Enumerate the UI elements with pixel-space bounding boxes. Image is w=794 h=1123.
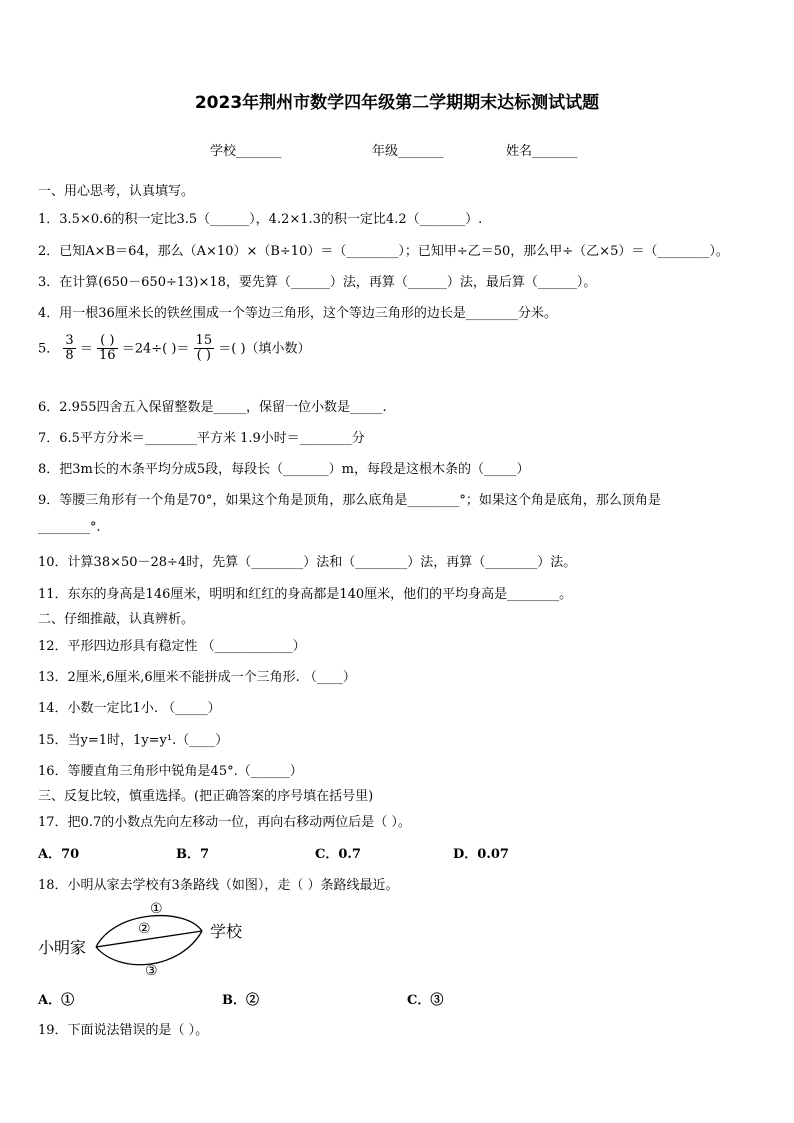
question-4: 4．用一根36厘米长的铁丝围成一个等边三角形，这个等边三角形的边长是________分米。 <box>38 306 557 321</box>
question-2: 2．已知A×B＝64，那么（A×10）×（B÷10）＝（________）；已知甲÷乙＝50，那么甲÷（乙×5）＝（________）。 <box>38 244 729 259</box>
q18-option-b[interactable]: B．② <box>222 993 259 1008</box>
question-6: 6．2.955四舍五入保留整数是_____，保留一位小数是_____. <box>38 400 387 415</box>
question-18: 18．小明从家去学校有3条路线（如图），走（ ）条路线最近。 <box>38 878 399 893</box>
fraction-2 <box>97 334 118 364</box>
grade-field[interactable]: 年级_______ <box>372 144 444 159</box>
q5-end: ＝( )（填小数） <box>218 341 311 357</box>
fraction-3-numerator: 15 <box>195 333 213 348</box>
q17-option-a[interactable]: A．70 <box>38 847 80 862</box>
school-field[interactable]: 学校_______ <box>210 144 282 159</box>
fraction-1-numerator: 3 <box>65 333 74 348</box>
q17-option-d[interactable]: D．0.07 <box>453 847 509 862</box>
route-figure <box>30 895 270 985</box>
q17-option-b[interactable]: B．7 <box>176 847 210 862</box>
question-7: 7．6.5平方分米＝________平方米 1.9小时＝________分 <box>38 431 365 446</box>
question-19: 19．下面说法错误的是（ ）。 <box>38 1023 209 1038</box>
route-3-label: ③ <box>145 963 158 979</box>
q18-option-c[interactable]: C．③ <box>407 993 444 1008</box>
question-15: 15．当y=1时，1y=y¹.（____） <box>38 733 229 748</box>
fraction-2-numerator: ( ) <box>97 334 118 349</box>
question-8: 8．把3m长的木条平均分成5段，每段长（_______）m，每段是这根木条的（_____） <box>38 462 530 477</box>
route-1-label: ① <box>150 901 163 917</box>
question-9: 9．等腰三角形有一个角是70°，如果这个角是顶角，那么底角是________°；如果这个角是底角，那么顶角是 <box>38 493 661 508</box>
q5-number: 5． <box>38 341 60 357</box>
question-5 <box>38 334 311 364</box>
question-10: 10．计算38×50－28÷4时，先算（________）法和（________）法，再算（________）法。 <box>38 555 577 570</box>
section-2-heading: 二、仔细推敲，认真辨析。 <box>38 612 195 627</box>
q18-option-a[interactable]: A．① <box>38 993 75 1008</box>
route-2-label: ② <box>138 921 151 937</box>
q17-option-c[interactable]: C．0.7 <box>315 847 361 862</box>
school-label: 学校 <box>210 922 243 941</box>
page-title: 2023年荆州市数学四年级第二学期期末达标测试试题 <box>194 93 600 113</box>
question-16: 16．等腰直角三角形中锐角是45°.（______） <box>38 764 303 779</box>
q5-middle: ＝24÷( )＝ <box>121 341 190 357</box>
fraction-3-denominator: ( ) <box>196 348 211 364</box>
fraction-2-denominator: 16 <box>99 348 116 364</box>
section-3-heading: 三、反复比较，慎重选择。(把正确答案的序号填在括号里) <box>38 789 374 804</box>
question-3: 3．在计算(650－650÷13)×18，要先算（______）法，再算（______）法，最后算（______）。 <box>38 275 597 290</box>
question-9-continued: ________°. <box>38 520 101 535</box>
section-1-heading: 一、用心思考，认真填写。 <box>38 184 195 199</box>
fraction-1-denominator: 8 <box>65 348 74 364</box>
equals-sign: ＝ <box>79 341 93 357</box>
question-13: 13．2厘米,6厘米,6厘米不能拼成一个三角形. （____） <box>38 670 356 685</box>
question-14: 14．小数一定比1小. （_____） <box>38 701 221 716</box>
question-12: 12．平形四边形具有稳定性 （____________） <box>38 639 306 654</box>
fraction-1 <box>63 334 75 364</box>
home-label: 小明家 <box>38 938 87 957</box>
name-field[interactable]: 姓名_______ <box>506 144 578 159</box>
question-11: 11．东东的身高是146厘米，明明和红红的身高都是140厘米，他们的平均身高是________。 <box>38 587 573 602</box>
question-17: 17．把0.7的小数点先向左移动一位，再向右移动两位后是（ ）。 <box>38 815 411 830</box>
question-1: 1．3.5×0.6的积一定比3.5（______），4.2×1.3的积一定比4.2（_______）. <box>38 212 483 227</box>
fraction-3 <box>194 334 215 364</box>
